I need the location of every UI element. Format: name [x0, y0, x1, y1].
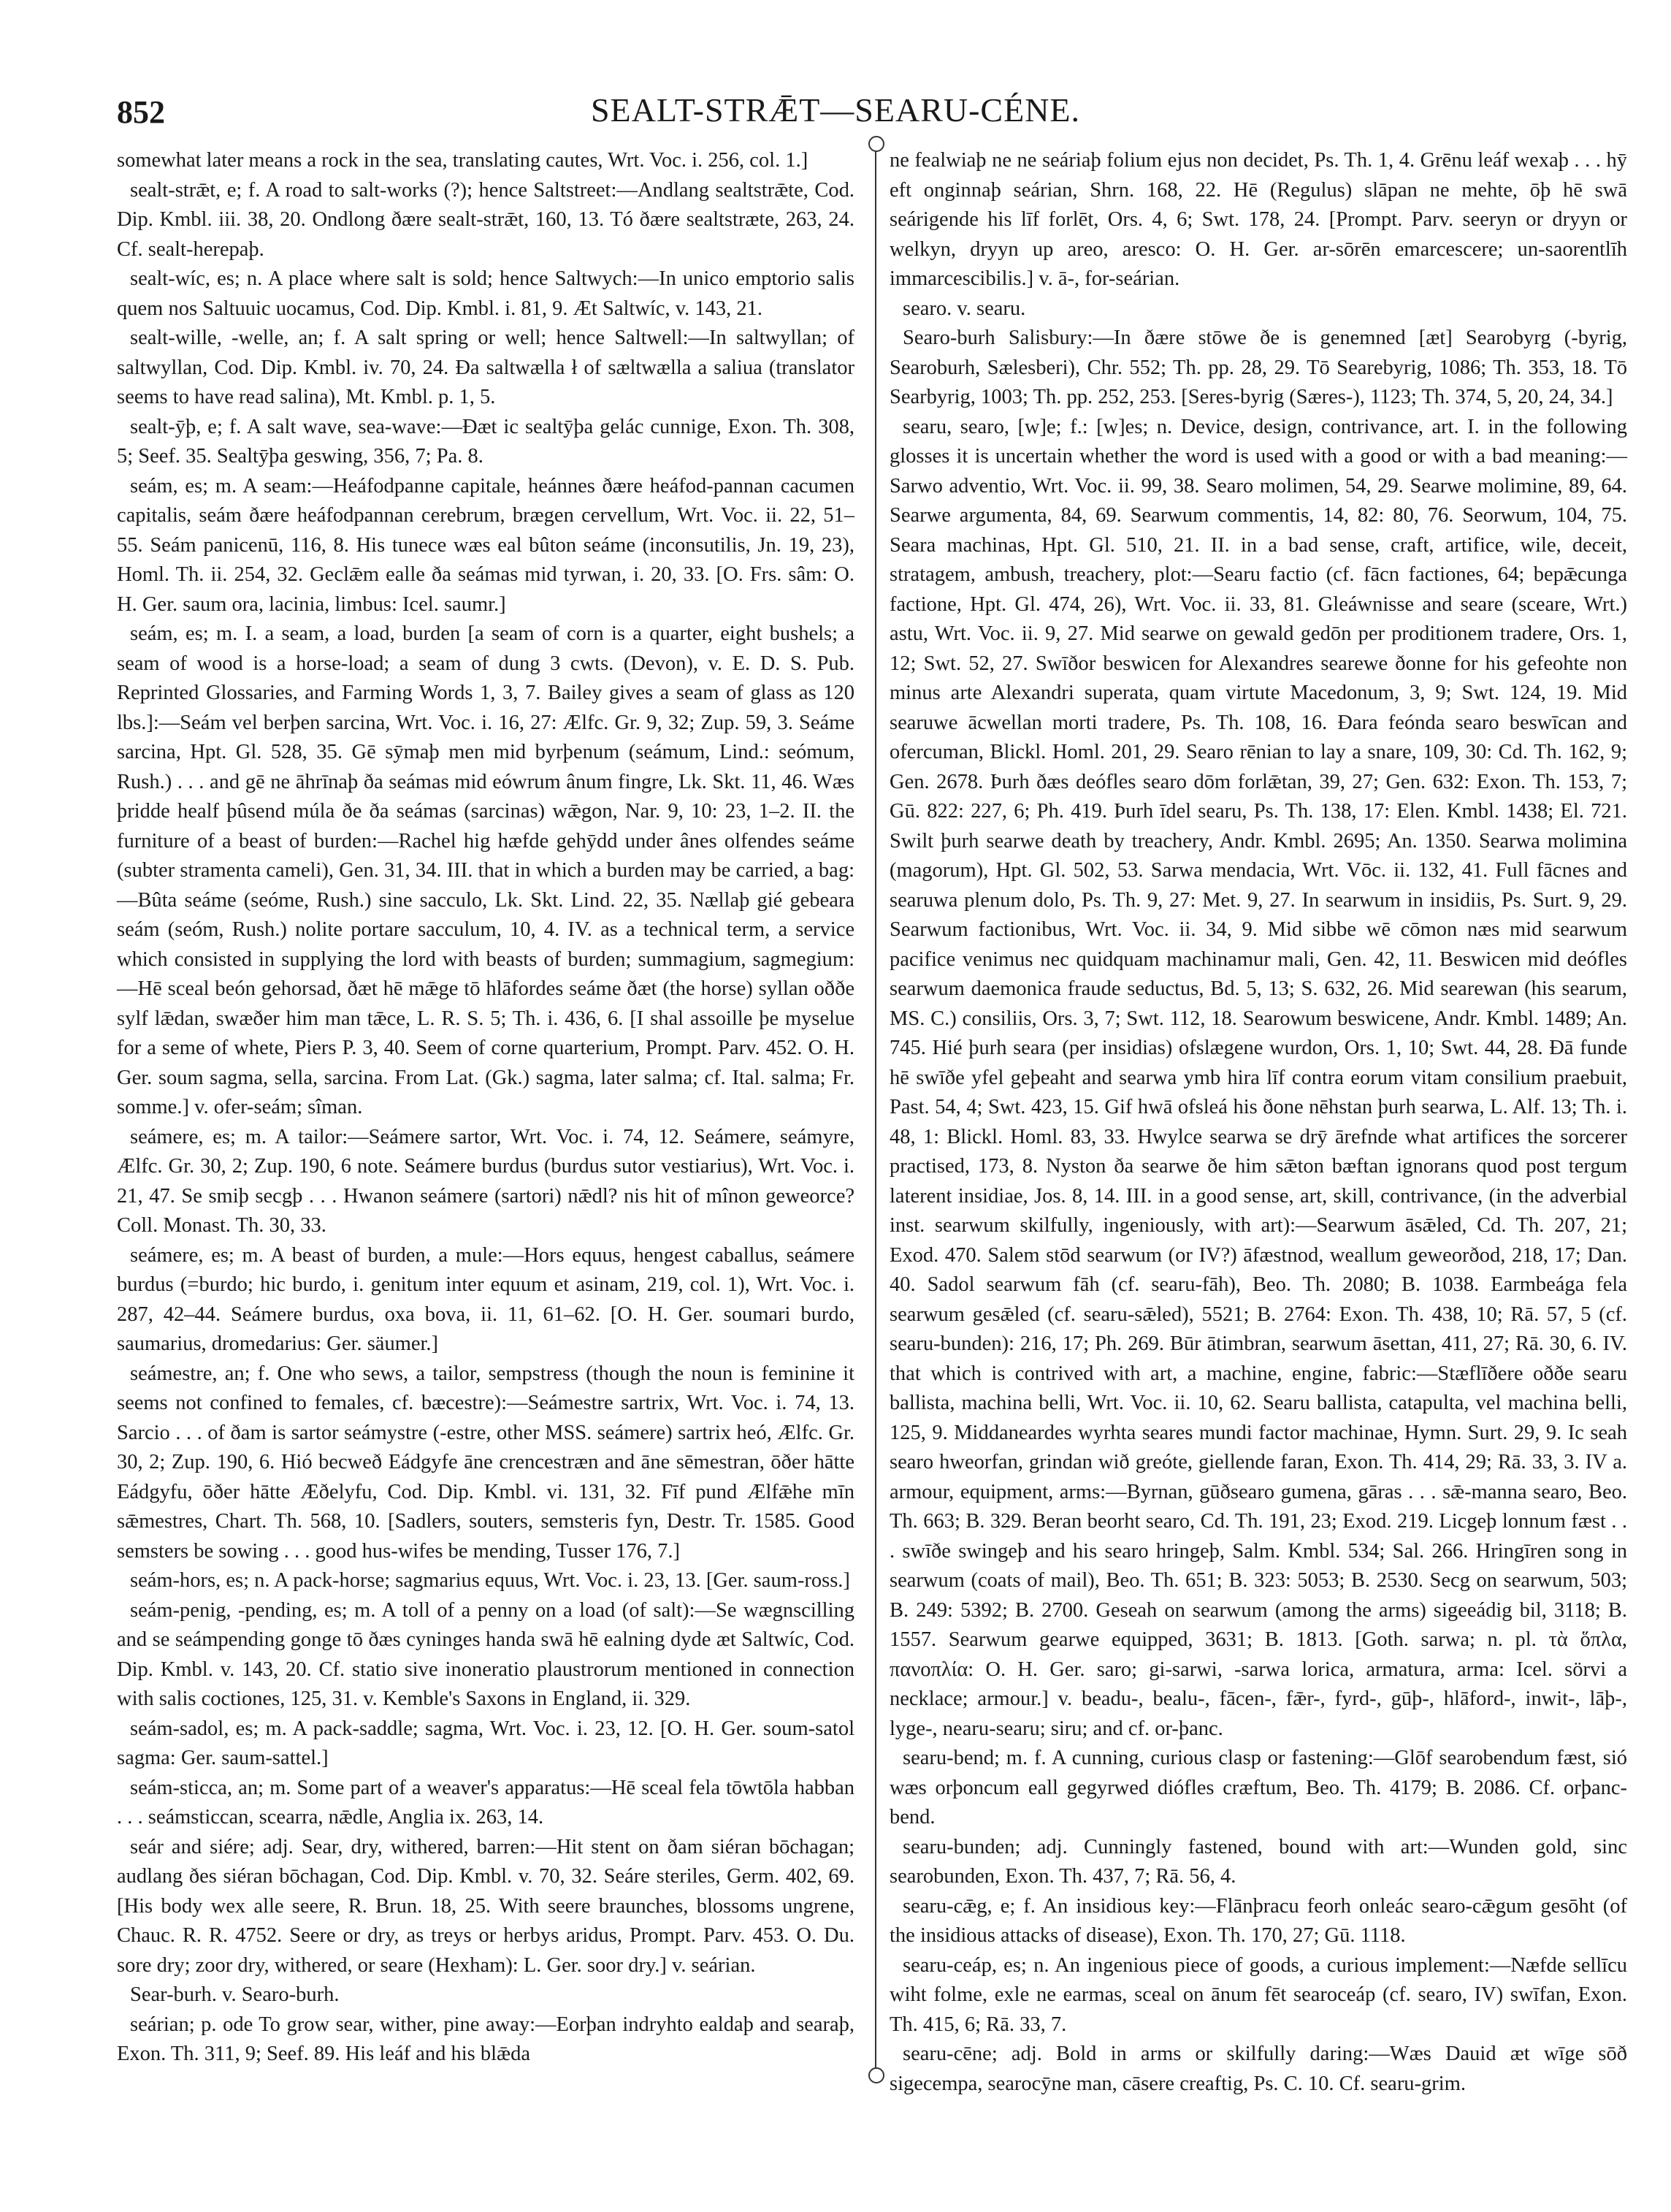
dictionary-entry: searu, searo, [w]e; f.: [w]es; n. Device, design, contrivance, art. I. in the following glosses it is uncertain whether the word is used with a good or with a bad meaning:—Sarwo adventio, Wrt. Voc. ii. 99, 38. Searo molimen, 54, 29. Searwe molimine, 89, 64. Searwe argumenta, 84, 69. Searwum commentis, 14, 82: 80, 76. Seorwum, 104, 75. Seara machinas, Hpt. Gl. 510, 21. II. in a bad sense, craft, artifice, wile, deceit, stratagem, ambush, treachery, plot:—Searu factio (cf. fācn factiones, 64; bepǣcunga factione, Hpt. Gl. 474, 26), Wrt. Voc. ii. 33, 81. Gleáwnisse and seare (sceare, Wrt.) astu, Wrt. Voc. ii. 9, 27. Mid searwe on gewald gedōn per proditionem tradere, Ors. 1, 12; Swt. 52, 27. Swīðor beswicen for Alexandres searewe ðonne for his gefeohte non minus arte Alexandri superata, quam virtute Macedonum, 3, 9; Swt. 124, 19. Mid searuwe ācwellan morti tradere, Ps. Th. 108, 16. Ðara feónda searo beswīcan and ofercuman, Blickl. Homl. 201, 29. Searo rēnian to lay a snare, 109, 30: Cd. Th. 162, 9; Gen. 2678. Þurh ðæs deófles searo dōm forlǣtan, 39, 27; Gen. 632: Exon. Th. 153, 7; Gū. 822: 227, 6; Ph. 419. Þurh īdel searu, Ps. Th. 138, 17: Elen. Kmbl. 1438; El. 721. Swilt þurh searwe death by treachery, Andr. Kmbl. 2695; An. 1350. Searwa molimina (magorum), Hpt. Gl. 502, 53. Sarwa mendacia, Wrt. Vōc. ii. 132, 41. Full fācnes and searuwa plenum dolo, Ps. Th. 9, 27: Met. 9, 27. In searwum in insidiis, Ps. Surt. 9, 29. Searwum factionibus, Wrt. Voc. ii. 34, 9. Mid sibbe wē cōmon næs mid searwum pacifice venimus nec quidquam machinamur mali, Gen. 42, 11. Beswicen mid deófles searwum daemonica fraude seductus, Bd. 5, 13; S. 632, 26. Mid searewan (his searum, MS. C.) consiliis, Ors. 3, 7; Swt. 112, 18. Searowum beswicene, Andr. Kmbl. 1489; An. 745. Hié þurh seara (per insidias) ofslægene wurdon, Ors. 1, 10; Swt. 44, 28. Ðā funde hē swīðe yfel geþeaht and searwa ymb hira līf contra eorum vitam consilium praebuit, Past. 54, 4; Swt. 423, 15. Gif hwā ofsleá his ðone nēhstan þurh searwa, L. Alf. 13; Th. i. 48, 1: Blickl. Homl. 83, 33. Hwylce searwa se drȳ ārefnde what artifices the sorcerer practised, 173, 8. Nyston ða searwe ðe him sǣton bæftan ignorans quod post tergum laterent insidiae, Jos. 8, 14. III. in a good sense, art, skill, contrivance, (in the adverbial inst. searwum skilfully, ingeniously, with art):—Searwum āsǣled, Cd. Th. 207, 21; Exod. 470. Salem stōd searwum (or IV?) āfæstnod, weallum geweorðod, 218, 17; Dan. 40. Sadol searwum fāh (cf. searu-fāh), Beo. Th. 2080; B. 1038. Earmbeága fela searwum gesǣled (cf. searu-sǣled), 5521; B. 2764: Exon. Th. 438, 10; Rā. 57, 5 (cf. searu-bunden): 216, 17; Ph. 269. Būr ātimbran, searwum āsettan, 411, 27; Rā. 30, 6. IV. that which is contrived with art, a machine, engine, fabric:—Stæflīðere oððe searu ballista, machina belli, Wrt. Voc. ii. 10, 62. Searu ballista, catapulta, vel machina belli, 125, 9. Middaneardes wyrhta seares mundi factor machinae, Hymn. Surt. 29, 9. Ic seah searo hweorfan, grindan wið greóte, giellende faran, Exon. Th. 414, 29; Rā. 33, 3. IV a. armour, equipment, arms:—Byrnan, gūðsearo gumena, gāras . . . sǣ-manna searo, Beo. Th. 663; B. 329. Beran beorht searo, Cd. Th. 191, 23; Exod. 219. Licgeþ lonnum fæst . . . swīðe swingeþ and his searo hringeþ, Salm. Kmbl. 534; Sal. 266. Hringīren song in searwum (coats of mail), Beo. Th. 651; B. 323: 5053; B. 2530. Secg on searwum, 503; B. 249: 5392; B. 2700. Geseah on searwum (among the arms) sigeeádig bil, 3118; B. 1557. Searwum gearwe equipped, 3631; B. 1813. [Goth. sarwa; n. pl. τὰ ὅπλα, πανοπλία: O. H. Ger. saro; gi-sarwi, -sarwa lorica, armatura, arma: Icel. sörvi a necklace; armour.] v. beadu-, bealu-, fācen-, fǣr-, fyrd-, gūþ-, hlāford-, inwit-, lāþ-, lyge-, nearu-searu; siru; and cf. or-þanc.	[890, 415, 1627, 1740]
dictionary-entry: searo. v. searu.	[903, 297, 1026, 320]
dictionary-entry: seámere, es; m. A tailor:—Seámere sartor, Wrt. Voc. i. 74, 12. Seámere, seámyre, Ælfc. Gr. 30, 2; Zup. 190, 6 note. Seámere burdus (burdus sutor vestiarius), Wrt. Voc. i. 21, 47. Se smiþ secgþ . . . Hwanon seámere (sartori) nǣdl? nis hit of mînon geweorce? Coll. Monast. Th. 30, 33.	[117, 1125, 854, 1237]
dictionary-entry: searu-cǣg, e; f. An insidious key:—Flānþracu feorh onleác searo-cǣgum gesōht (of the insidious attacks of disease), Exon. Th. 170, 27; Gū. 1118.	[890, 1894, 1627, 1947]
column-rule-bottom-ornament	[868, 2067, 884, 2083]
dictionary-entry: seám, es; m. A seam:—Heáfodpanne capitale, heánnes ðære heáfod-pannan cacumen capitalis, seám ðære heáfodpannan cerebrum, brægen cervellum, Wrt. Voc. ii. 22, 51–55. Seám panicenū, 116, 8. His tunece wæs eal bûton seáme (inconsutilis, Jn. 19, 23), Homl. Th. ii. 254, 32. Geclǣm ealle ða seámas mid tyrwan, i. 20, 33. [O. Frs. sâm: O. H. Ger. saum ora, lacinia, limbus: Icel. saumr.]	[117, 474, 854, 616]
dictionary-entry: seámere, es; m. A beast of burden, a mule:—Hors equus, hengest caballus, seámere burdus (=burdo; hic burdo, i. genitum inter equum et asinam, 219, col. 1), Wrt. Voc. i. 287, 42–44. Seámere burdus, oxa bova, ii. 11, 61–62. [O. H. Ger. soumari burdo, saumarius, dromedarius: Ger. säumer.]	[117, 1243, 854, 1355]
dictionary-entry: seámestre, an; f. One who sews, a tailor, sempstress (though the noun is feminine it seems not confined to females, cf. bæcestre):—Seámestre sartrix, Wrt. Voc. i. 74, 13. Sarcio . . . of ðam is sartor seámystre (-estre, other MSS. seámere) sartrix heó, Ælfc. Gr. 30, 2; Zup. 190, 6. Hió becweð Eádgyfe āne crencestræn and āne sēmestran, ōðer hātte Eádgyfu, ōðer hātte Æðelyfu, Cod. Dip. Kmbl. vi. 131, 32. Fīf pund Ælfǣhe mīn sǣmestres, Chart. Th. 568, 10. [Sadlers, souters, semsteris fyn, Destr. Tr. 1585. Good semsters be sowing . . . good hus-wifes be mending, Tusser 176, 7.]	[117, 1362, 854, 1563]
running-head: SEALT-STRǢT—SEARU-CÉNE.	[590, 91, 1081, 129]
left-column	[117, 146, 854, 2070]
column-rule-top-ornament	[868, 136, 884, 152]
dictionary-entry: seám-sadol, es; m. A pack-saddle; sagma, Wrt. Voc. i. 23, 12. [O. H. Ger. soum-satol sagma: Ger. saum-sattel.]	[117, 1717, 854, 1769]
dictionary-entry: searu-bunden; adj. Cunningly fastened, bound with art:—Wunden gold, sinc searobunden, Exon. Th. 437, 7; Rā. 56, 4.	[890, 1835, 1627, 1888]
right-column	[890, 146, 1627, 2099]
dictionary-entry: sealt-strǣt, e; f. A road to salt-works (?); hence Saltstreet:—Andlang sealtstrǣte, Cod. Dip. Kmbl. iii. 38, 20. Ondlong ðære sealt-strǣt, 160, 13. Tó ðære sealtstræte, 263, 24. Cf. sealt-herepaþ.	[117, 178, 854, 261]
dictionary-entry: sealt-ȳþ, e; f. A salt wave, sea-wave:—Ðæt ic sealtȳþa gelác cunnige, Exon. Th. 308, 5; Seef. 35. Sealtȳþa geswing, 356, 7; Pa. 8.	[117, 415, 854, 468]
dictionary-entry: sealt-wille, -welle, an; f. A salt spring or well; hence Saltwell:—In saltwyllan; of saltwyllan, Cod. Dip. Kmbl. iv. 70, 24. Ða saltwælla ł of sæltwælla a saliua (translator seems to have read salina), Mt. Kmbl. p. 1, 5.	[117, 327, 854, 408]
dictionary-entry: searu-cēne; adj. Bold in arms or skilfully daring:—Wæs Dauid æt wīge sōð sigecempa, searocȳne man, cāsere creaftig, Ps. C. 10. Cf. searu-grim.	[890, 2043, 1627, 2095]
dictionary-entry: sealt-wíc, es; n. A place where salt is sold; hence Saltwych:—In unico emptorio salis quem nos Saltuuic uocamus, Cod. Dip. Kmbl. i. 81, 9. Æt Saltwíc, v. 143, 21.	[117, 267, 854, 320]
dictionary-entry: Searo-burh Salisbury:—In ðære stōwe ðe is genemned [æt] Searobyrg (-byrig, Searoburh, Sælesberi), Chr. 552; Th. pp. 28, 29. Tō Searebyrig, 1086; Th. 353, 18. Tō Searbyrig, 1003; Th. pp. 252, 253. [Seres-byrig (Særes-), 1123; Th. 374, 5, 20, 24, 34.]	[890, 327, 1627, 408]
dictionary-entry: ne fealwiaþ ne ne seáriaþ folium ejus non decidet, Ps. Th. 1, 4. Grēnu leáf wexaþ . . . hȳ eft onginnaþ seárian, Shrn. 168, 22. Hē (Regulus) slāpan ne mehte, ōþ hē swā seárigende his līf forlēt, Ors. 4, 6; Swt. 178, 24. [Prompt. Parv. seeryn or dryyn or welkyn, dryyn up areo, aresco: O. H. Ger. ar-sōrēn emarcescere; un-saorentlīh immarcescibilis.] v. ā-, for-seárian.	[890, 149, 1627, 290]
dictionary-entry: searu-bend; m. f. A cunning, curious clasp or fastening:—Glōf searobendum fæst, sió wæs orþoncum eall gegyrwed diófles cræftum, Beo. Th. 4179; B. 2086. Cf. orþanc-bend.	[890, 1747, 1627, 1828]
column-rule	[875, 143, 876, 2072]
dictionary-entry: Sear-burh. v. Searo-burh.	[130, 1983, 340, 2006]
dictionary-entry: seám-hors, es; n. A pack-horse; sagmarius equus, Wrt. Voc. i. 23, 13. [Ger. saum-ross.]	[130, 1569, 850, 1592]
dictionary-entry: seám-penig, -pending, es; m. A toll of a penny on a load (of salt):—Se wægnscilling and se seámpending gonge tō ðæs cyninges handa swā hē ealning dyde æt Saltwíc, Cod. Dip. Kmbl. v. 143, 20. Cf. statio sive inoneratio plaustrorum mentioned in connection with salis coctiones, 125, 31. v. Kemble's Saxons in England, ii. 329.	[117, 1598, 854, 1710]
page-number: 852	[117, 94, 165, 130]
dictionary-entry: seár and siére; adj. Sear, dry, withered, barren:—Hit stent on ðam siéran bōchagan; audlang ðes siéran bōchagan, Cod. Dip. Kmbl. v. 70, 32. Seáre steriles, Germ. 402, 69. [His body wex alle seere, R. Brun. 18, 25. With seere braunches, blossoms ungrene, Chauc. R. R. 4752. Seere or dry, as treys or herbys aridus, Prompt. Parv. 453. O. Du. sore dry; zoor dry, withered, or seare (Hexham): L. Ger. soor dry.] v. seárian.	[117, 1835, 854, 1977]
dictionary-entry: somewhat later means a rock in the sea, translating cautes, Wrt. Voc. i. 256, col. 1.]	[117, 149, 808, 172]
dictionary-entry: seárian; p. ode To grow sear, wither, pine away:—Eorþan indryhto ealdaþ and searaþ, Exon. Th. 311, 9; Seef. 89. His leáf and his blǣda	[117, 2013, 854, 2065]
dictionary-entry: seám, es; m. I. a seam, a load, burden [a seam of corn is a quarter, eight bushels; a seam of wood is a horse-load; a seam of dung 3 cwts. (Devon), v. E. D. S. Pub. Reprinted Glossaries, and Farming Words 1, 3, 7. Bailey gives a seam of glass as 120 lbs.]:—Seám vel berþen sarcina, Wrt. Voc. i. 16, 27: Ælfc. Gr. 9, 32; Zup. 59, 3. Seáme sarcina, Hpt. Gl. 528, 35. Gē sȳmaþ men mid byrþenum (seámum, Lind.: seómum, Rush.) . . . and gē ne āhrīnaþ ða seámas mid eówrum ânum fingre, Lk. Skt. 11, 46. Wæs þridde healf þûsend múla ðe ða seámas (sarcinas) wǣgon, Nar. 9, 10: 23, 1–2. II. the furniture of a beast of burden:—Rachel hig hæfde gehȳdd under ânes olfendes seáme (subter stramenta cameli), Gen. 31, 34. III. that in which a burden may be carried, a bag:—Bûta seáme (seóme, Rush.) sine sacculo, Lk. Skt. Lind. 22, 35. Nællaþ gié gebeara seám (seóm, Rush.) nolite portare sacculum, 10, 4. IV. as a technical term, a service which consisted in supplying the lord with beasts of burden; summagium, sagmegium:—Hē sceal beón gehorsad, ðæt hē mǣge tō hlāfordes seáme ðæt (the horse) syllan oððe sylf lǣdan, swæðer him man tǣce, L. R. S. 5; Th. i. 436, 6. [I shal assoille þe myselue for a seme of whete, Piers P. 3, 40. Seem of corne quarterium, Prompt. Parv. 452. O. H. Ger. soum sagma, sella, sarcina. From Lat. (Gk.) sagma, later salma; cf. Ital. salma; Fr. somme.] v. ofer-seám; sîman.	[117, 622, 854, 1118]
dictionary-entry: seám-sticca, an; m. Some part of a weaver's apparatus:—Hē sceal fela tōwtōla habban . . . seámsticcan, scearra, nǣdle, Anglia ix. 263, 14.	[117, 1776, 854, 1828]
dictionary-entry: searu-ceáp, es; n. An ingenious piece of goods, a curious implement:—Næfde sellīcu wiht folme, exle ne earmas, sceal on ānum fēt searoceáp (cf. searo, IV) swīfan, Exon. Th. 415, 6; Rā. 33, 7.	[890, 1953, 1627, 2036]
